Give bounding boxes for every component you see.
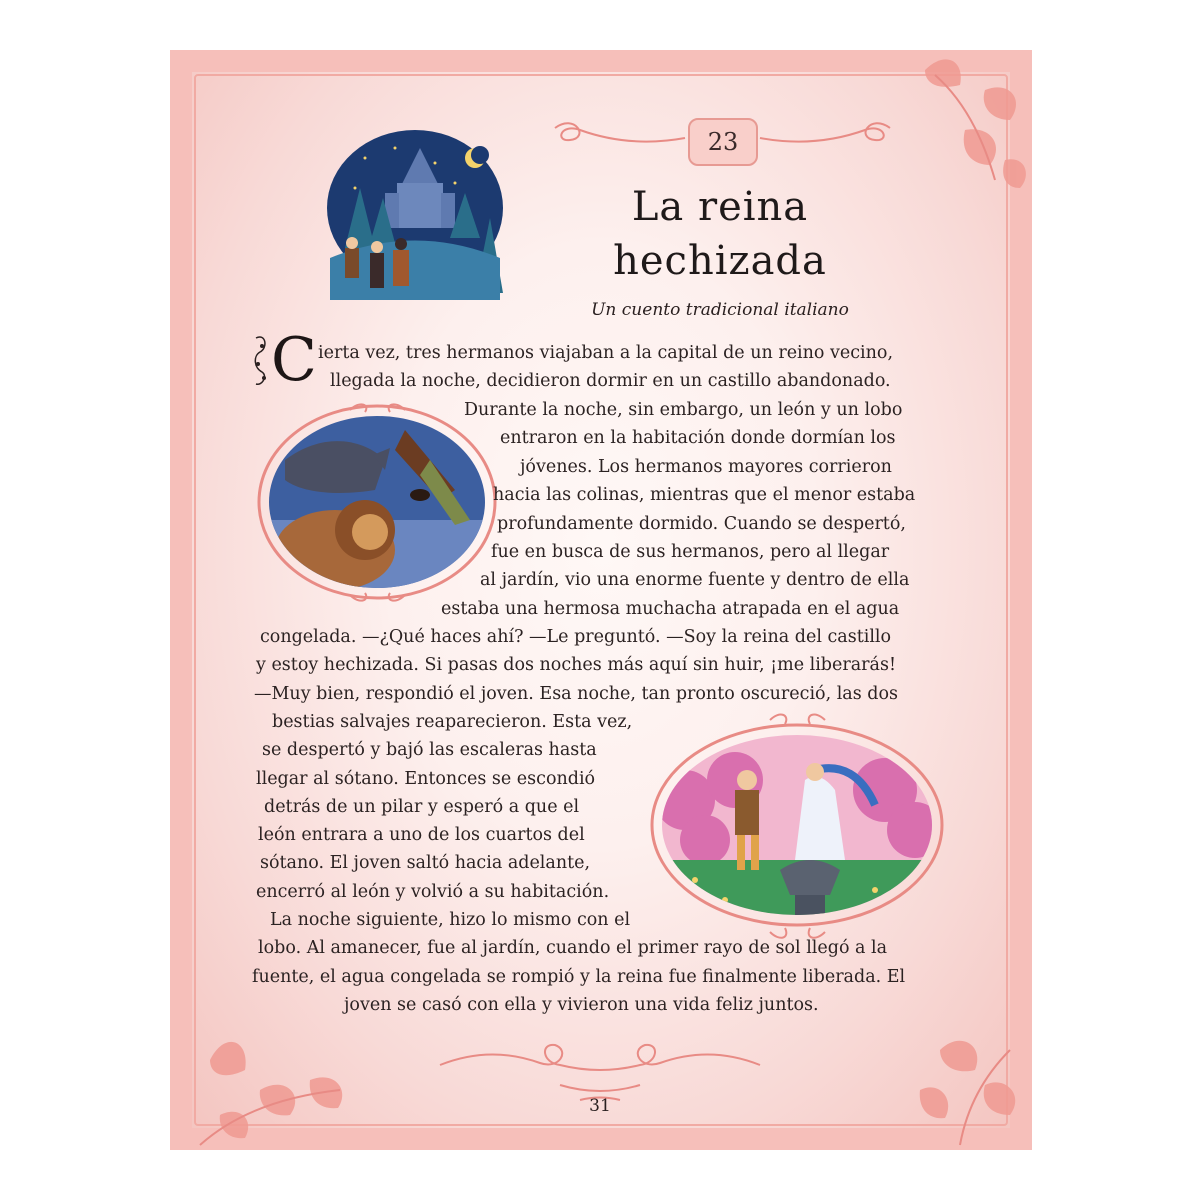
story-title [560, 180, 880, 288]
body-line: hacia las colinas, mientras que el menor estaba [493, 485, 916, 505]
body-line: entraron en la habitación donde dormían los [500, 428, 896, 448]
body-line: y estoy hechizada. Si pasas dos noches más aquí sin huir, ¡me liberarás! [256, 655, 896, 675]
chapter-number-badge: 23 [688, 118, 758, 166]
body-line: —Muy bien, respondió el joven. Esa noche, tan pronto oscureció, las dos [254, 684, 898, 704]
page-number: 31 [589, 1096, 611, 1116]
body-line: fue en busca de sus hermanos, pero al llegar [491, 542, 890, 562]
leaf-decoration-bottom-left [190, 1020, 360, 1150]
lion-wolf-illustration [255, 400, 500, 605]
drop-cap-letter: C [271, 325, 317, 395]
body-line: al jardín, vio una enorme fuente y dentro de ella [480, 570, 910, 590]
body-line: ierta vez, tres hermanos viajaban a la capital de un reino vecino, [318, 343, 894, 363]
body-line: Durante la noche, sin embargo, un león y un lobo [464, 400, 903, 420]
story-subtitle: Un cuento tradicional italiano [591, 300, 849, 320]
body-line: bestias salvajes reaparecieron. Esta vez, [272, 712, 633, 732]
body-line: estaba una hermosa muchacha atrapada en el agua [441, 599, 900, 619]
body-line: La noche siguiente, hizo lo mismo con el [270, 910, 631, 930]
body-line: león entrara a uno de los cuartos del [258, 825, 585, 845]
leaf-decoration-top-right [905, 50, 1032, 190]
castle-night-illustration [325, 128, 505, 300]
bottom-flourish [430, 1025, 770, 1105]
body-line: se despertó y bajó las escaleras hasta [262, 740, 597, 760]
title-line-1: La reina [631, 184, 809, 230]
title-line-2: hechizada [613, 238, 827, 284]
fountain-garden-illustration [645, 710, 950, 945]
body-line: jóvenes. Los hermanos mayores corrieron [520, 457, 892, 477]
body-line: profundamente dormido. Cuando se despertó, [497, 514, 906, 534]
body-line: llegada la noche, decidieron dormir en un castillo abandonado. [330, 371, 891, 391]
body-line: sótano. El joven saltó hacia adelante, [260, 853, 591, 873]
body-line: joven se casó con ella y vivieron una vida feliz juntos. [344, 995, 819, 1015]
leaf-decoration-bottom-right [900, 1030, 1030, 1150]
body-line: detrás de un pilar y esperó a que el [264, 797, 580, 817]
body-line: lobo. Al amanecer, fue al jardín, cuando el primer rayo de sol llegó a la [258, 938, 888, 958]
body-line: llegar al sótano. Entonces se escondió [256, 769, 596, 789]
body-line: fuente, el agua congelada se rompió y la reina fue finalmente liberada. El [252, 967, 906, 987]
body-line: congelada. —¿Qué haces ahí? —Le preguntó. —Soy la reina del castillo [260, 627, 892, 647]
body-line: encerró al león y volvió a su habitación. [256, 882, 610, 902]
